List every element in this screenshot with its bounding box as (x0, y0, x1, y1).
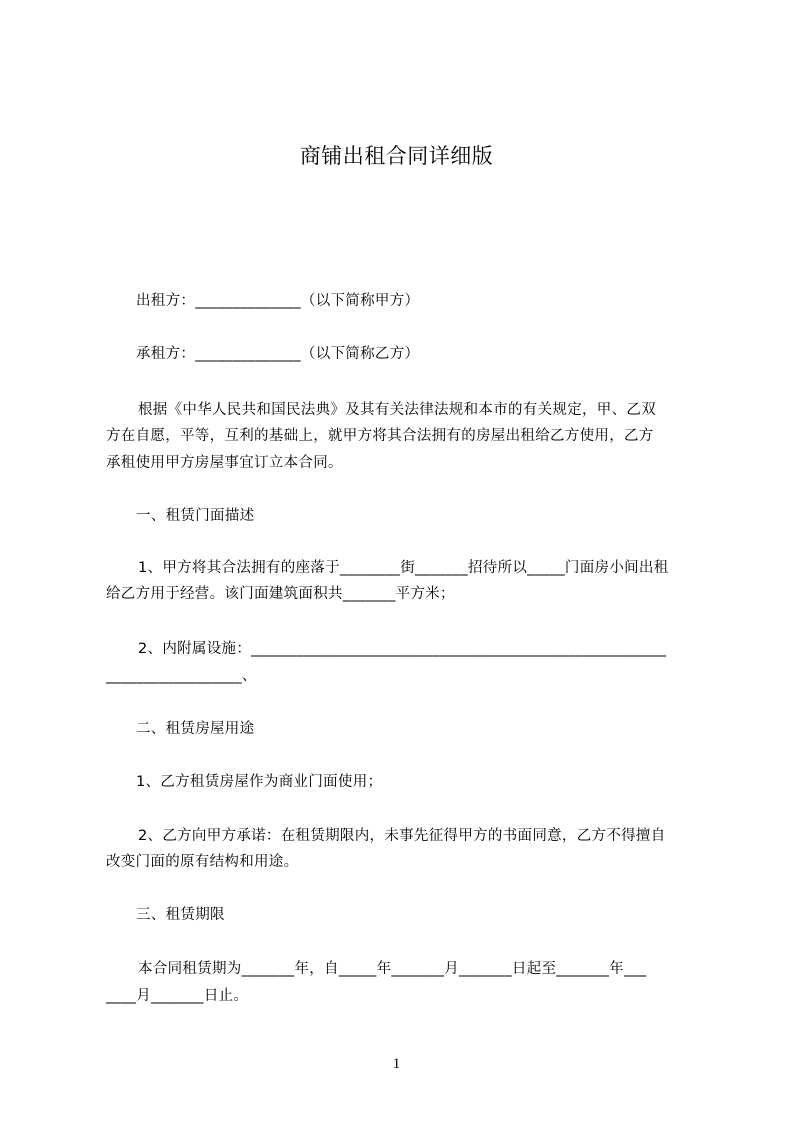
clause-1-1-line-2: 给乙方用于经营。该门面建筑面积共_______平方米； (106, 586, 455, 602)
section-heading-1: 一、租赁门面描述 (136, 508, 255, 524)
document-title: 商铺出租合同详细版 (299, 144, 494, 168)
clause-1-2-line-1: 2、内附属设施：_______________________________________________________ (138, 641, 667, 657)
section-heading-3: 三、租赁期限 (136, 907, 225, 923)
term-line-2: ____月_______日止。 (106, 988, 249, 1004)
clause-2-2-line-2: 改变门面的原有结构和用途。 (106, 854, 299, 870)
clause-1-2-line-2: __________________、 (106, 668, 257, 684)
preamble-line-2: 方在自愿，平等，互利的基础上，就甲方将其合法拥有的房屋出租给乙方使用，乙方 (106, 428, 654, 444)
section-heading-2: 二、租赁房屋用途 (136, 721, 255, 737)
term-line-1: 本合同租赁期为_______年，自_____年_______月_______日起至_______年___ (138, 961, 647, 977)
clause-1-1-line-1: 1、甲方将其合法拥有的座落于________街_______招待所以_____门面房小间出租 (138, 560, 669, 576)
page-number: 1 (392, 1056, 401, 1072)
clause-2-2-line-1: 2、乙方向甲方承诺：在租赁期限内，未事先征得甲方的书面同意，乙方不得擅自 (138, 828, 666, 844)
clause-2-1: 1、乙方租赁房屋作为商业门面使用； (136, 774, 383, 790)
preamble-line-1: 根据《中华人民共和国民法典》及其有关法律法规和本市的有关规定，甲、乙双 (138, 402, 656, 418)
lessor-line: 出租方：______________（以下简称甲方） (136, 293, 420, 309)
preamble-line-3: 承租使用甲方房屋事宜订立本合同。 (106, 455, 343, 471)
lessee-line: 承租方：______________（以下简称乙方） (136, 346, 420, 362)
